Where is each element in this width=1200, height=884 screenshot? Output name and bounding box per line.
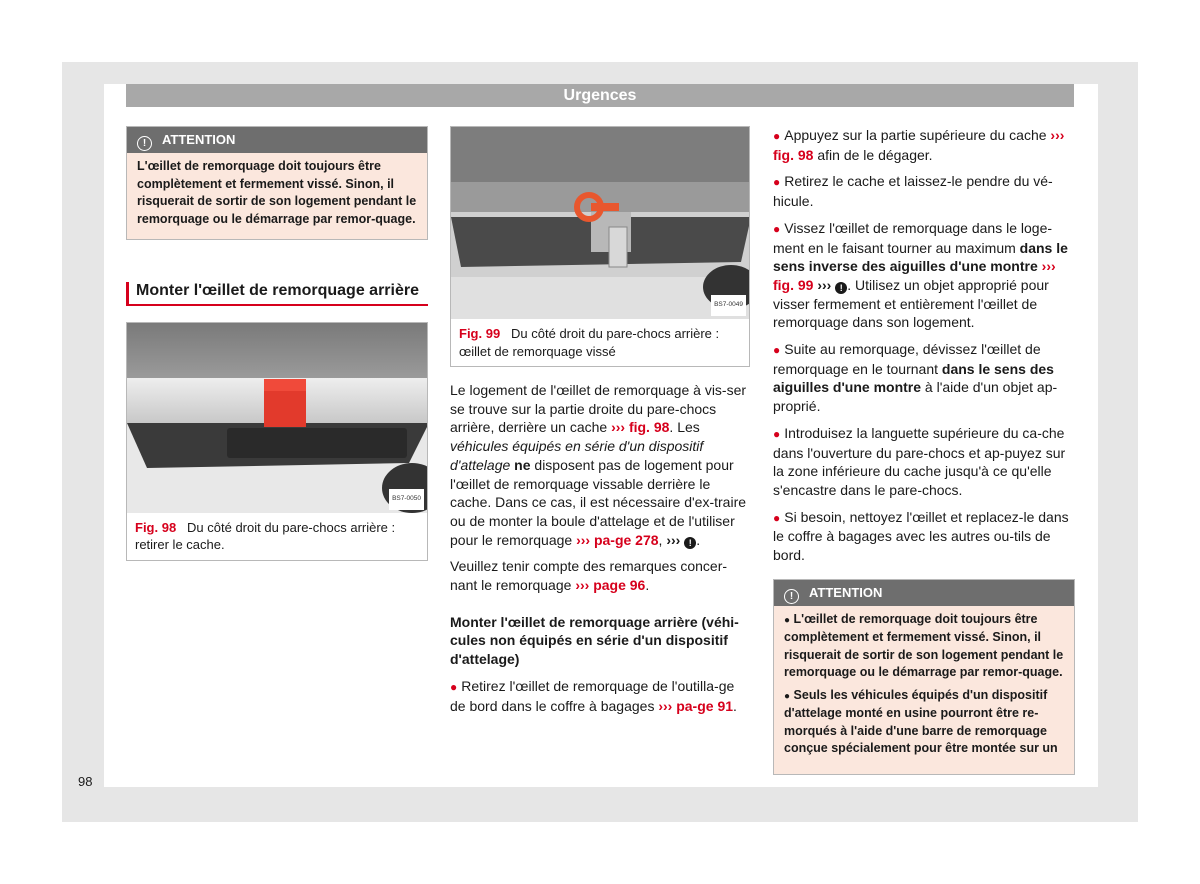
figure-98-caption: Du côté droit du pare-chocs arrière : retirer le cache. [135, 519, 396, 553]
attention-item: ● L'œillet de remorquage doit toujours être complètement et fermement vissé. Sinon, il risquerait de sortir de son logement pendant le remorquage ou le démarrage par remor-quage. [784, 611, 1064, 680]
step-2: ● Appuyez sur la partie supérieure du cache ››› fig. 98 afin de le dégager. [773, 127, 1065, 163]
attention-header [774, 580, 1074, 606]
bullet-icon: ● [773, 510, 781, 525]
link-page-91[interactable]: ››› pa-ge 91 [658, 697, 734, 714]
attention-text: L'œillet de remorquage doit toujours être complètement et fermement vissé. Sinon, il risquerait de sortir de son logement pendant le remorquage ou le démarrage par remor-quage. [137, 159, 417, 226]
left-column [126, 126, 428, 561]
page-number: 98 [78, 774, 93, 789]
section-title: Monter l'œillet de remorquage arrière [126, 282, 428, 306]
step-5: ● Suite au remorquage, dévissez l'œillet de remorquage en le tournant dans le sens des aiguilles d'une montre à l'aide d'un objet ap-proprié. [773, 341, 1058, 415]
attention-box-left [126, 126, 428, 240]
link-fig-98[interactable]: ››› fig. 98 [773, 127, 1065, 163]
figure-98-label: Fig. 98 [135, 519, 177, 535]
paragraph-2: Veuillez tenir compte des remarques concer-nant le remorquage ››› page 96. [450, 558, 728, 594]
step-3: ● Retirez le cache et laissez-le pendre du vé-hicule. [773, 173, 1053, 210]
figure-99-caption: Du côté droit du pare-chocs arrière : œillet de remorquage vissé [459, 326, 720, 359]
chapter-header: Urgences [126, 84, 1074, 107]
link-fig-98[interactable]: ››› fig. 98 [611, 419, 670, 436]
figure-99-label: Fig. 99 [459, 326, 501, 341]
right-column [773, 126, 1075, 775]
step-4: ● Vissez l'œillet de remorquage dans le loge-ment en le faisant tourner au maximum dans le sens inverse des aiguilles d'une montre ››› fig. 99 ››› ! . Utilisez un objet approprié pour visser fermement et entièrement l'œillet de remorquage dans son logement. [773, 219, 1068, 331]
paragraph-1: Le logement de l'œillet de remorquage à vis-ser se trouve sur la partie droite du pare-chocs arrière, derrière un cache ››› fig. 98. Les véhicules équipés en série d'un dispositif d'attelage ne disposent pas de logement pour l'œillet de remorquage vissable derrière le cache. Dans ce cas, il est nécessaire d'ex-traire ou de monter la boule d'attelage et de l'utiliser pour le remorquage ››› pa-ge 278, ››› ! . [450, 382, 747, 548]
figure-98-code: BS7-0050 [389, 489, 424, 510]
attention-title: ATTENTION [809, 584, 883, 600]
bullet-icon: ● [773, 175, 781, 190]
bullet-icon: ● [773, 129, 781, 143]
attention-title: ATTENTION [162, 132, 236, 147]
warning-icon: ! [684, 537, 696, 549]
bullet-icon: ● [773, 426, 781, 441]
figure-99 [450, 126, 750, 367]
subheading: Monter l'œillet de remorquage arrière (véhi-cules non équipés en série d'un dispositif d'attelage) [450, 613, 739, 668]
attention-box-right [773, 579, 1075, 775]
step-7: ● Si besoin, nettoyez l'œillet et replacez-le dans le coffre à bagages avec les autres ou-tils de bord. [773, 508, 1069, 564]
figure-99-image [451, 127, 749, 319]
middle-column [450, 126, 750, 723]
bullet-icon: ● [784, 614, 791, 626]
figure-99-code: BS7-0049 [711, 295, 746, 316]
warning-icon: ! [784, 589, 799, 604]
link-page-278[interactable]: ››› pa-ge 278 [576, 531, 659, 548]
figure-98-image [127, 323, 427, 513]
bullet-icon: ● [773, 221, 781, 236]
bullet-icon: ● [773, 343, 781, 358]
link-fig-99[interactable]: ››› fig. 99 [773, 258, 1056, 293]
attention-item: ● Seuls les véhicules équipés d'un dispositif d'attelage monté en usine pourront être re-morqués à l'aide d'une barre de remorquage conçue spécialement pour être montée sur un [784, 687, 1058, 756]
warning-icon: ! [835, 282, 847, 294]
figure-98 [126, 322, 428, 561]
warning-icon: ! [137, 136, 152, 151]
link-page-96[interactable]: ››› page 96 [575, 577, 646, 594]
step-1: ● Retirez l'œillet de remorquage de l'outilla-ge de bord dans le coffre à bagages ››› pa-ge 91. [450, 677, 737, 714]
step-6: ● Introduisez la languette supérieure du ca-che dans l'ouverture du pare-chocs et ap-puyez sur la zone inférieure du cache jusqu'à ce qu'elle s'encastre dans le pare-chocs. [773, 424, 1066, 498]
bullet-icon: ● [784, 690, 791, 702]
bullet-icon: ● [450, 679, 458, 694]
attention-header [127, 127, 427, 153]
